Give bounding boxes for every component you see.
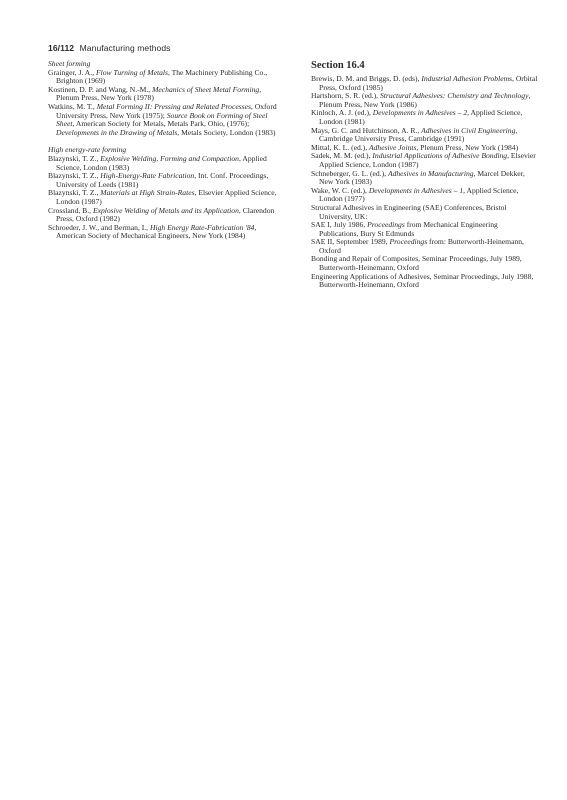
- reference-text: Blazynski, T. Z.,: [48, 153, 101, 163]
- reference-text: Hartshorn, S. R. (ed.),: [311, 91, 380, 101]
- reference-entry: [48, 224, 284, 241]
- reference-title: Structural Adhesives: Chemistry and Technology: [379, 91, 529, 101]
- reference-entry: [311, 221, 539, 238]
- reference-text: Mittal, K. L. (ed.),: [311, 142, 369, 152]
- reference-text: Schroeder, J. W., and Berman, I.,: [48, 222, 150, 232]
- reference-text: Brewis, D. M. and Briggs, D. (eds),: [311, 74, 422, 83]
- reference-text: , Applied Science, London (1977): [319, 185, 519, 204]
- reference-title: Adhesives in Manufacturing: [387, 168, 474, 178]
- reference-entry: [311, 187, 539, 204]
- reference-text: Wake, W. C. (ed.),: [311, 185, 369, 195]
- reference-title: Industrial Applications of Adhesive Bonding: [372, 151, 508, 161]
- group-title: Sheet forming: [48, 59, 91, 68]
- reference-title: Materials at High Strain-Rates: [100, 188, 195, 198]
- reference-entry: [48, 69, 284, 86]
- reference-title: Adhesives in Civil Engineering: [421, 125, 516, 135]
- reference-text: , Elsevier Applied Science, London (1987): [319, 151, 536, 169]
- reference-text: , American Society for Metals, Metals Park, Ohio, (1976);: [72, 119, 250, 129]
- reference-title: Flow Turning of Metals: [96, 67, 168, 77]
- group-title: High energy-rate forming: [48, 145, 127, 155]
- reference-title: Industrial Adhesion Problems: [421, 74, 513, 83]
- running-title: Manufacturing methods: [79, 43, 171, 53]
- reference-text: Structural Adhesives in Engineering (SAE) Conferences, Bristol University, UK:: [311, 202, 507, 221]
- reference-text: , Plenum Press, New York (1978): [56, 84, 262, 103]
- reference-text: from Mechanical Engineering Publications, Bury St Edmunds: [319, 220, 498, 238]
- reference-title: High-Energy-Rate Fabrication: [100, 171, 195, 181]
- reference-entry: [48, 172, 284, 189]
- reference-text: Blazynski, T. Z.,: [48, 171, 101, 181]
- reference-text: Sadek, M. M. (ed.),: [311, 151, 373, 161]
- reference-text: Watkins, M. T.,: [48, 101, 97, 111]
- reference-title: Proceedings: [367, 220, 405, 230]
- reference-text: Mays, G. C. and Hutchinson, A. R.,: [311, 125, 422, 135]
- reference-title: Explosive Welding, Forming and Compaction: [100, 153, 239, 163]
- reference-text: Kinloch, A. J. (ed.),: [311, 108, 373, 118]
- reference-text: , Applied Science, London (1983): [56, 153, 267, 172]
- reference-text: Engineering Applications of Adhesives, Seminar Proceedings, July 1988, Butterworth-Heinemann, Oxford: [311, 271, 534, 290]
- reference-text: , Applied Science, London (1981): [319, 108, 523, 126]
- group-high-energy-rate-forming: [48, 146, 284, 241]
- reference-entry: [311, 109, 539, 126]
- reference-title: Source Book on Forming of Steel Sheet: [56, 110, 268, 129]
- reference-text: from: Butterworth-Heinemann, Oxford: [319, 237, 524, 255]
- reference-text: SAE II, September 1989,: [311, 237, 390, 247]
- reference-entry: [311, 204, 539, 221]
- reference-title: Developments in the Drawing of Metals: [56, 127, 178, 137]
- reference-title: Explosive Welding of Metals and its Application: [92, 205, 239, 215]
- right-column: [311, 60, 539, 290]
- reference-entry: [311, 255, 539, 272]
- reference-text: Grainger, J. A.,: [48, 67, 96, 77]
- reference-entry: [48, 86, 284, 103]
- page-number: 16/112: [48, 43, 75, 53]
- reference-entry: [311, 273, 539, 290]
- reference-entry: [48, 189, 284, 206]
- reference-title: Metal Forming II: Pressing and Related Processes: [96, 101, 251, 111]
- reference-text: , Cambridge University Press, Cambridge (1991): [319, 125, 518, 144]
- left-column: [48, 60, 284, 241]
- reference-title: Developments in Adhesives – 2: [372, 108, 468, 118]
- reference-title: Mechanics of Sheet Metal Forming: [152, 84, 260, 94]
- reference-title: High Energy Rate-Fabrication '84: [149, 222, 255, 232]
- reference-text: Kostinen, D. P. and Wang, N.-M.,: [48, 84, 153, 94]
- reference-text: , American Society of Mechanical Engineers, New York (1984): [56, 222, 257, 241]
- reference-text: , Metals Society, London (1983): [177, 127, 276, 137]
- reference-text: , Int. Conf. Proceedings, University of Leeds (1981): [56, 171, 269, 189]
- reference-text: , Marcel Dekker, New York (1983): [319, 168, 525, 187]
- reference-text: Blazynski, T. Z.,: [48, 188, 101, 198]
- reference-title: Adhesive Joints: [369, 142, 417, 152]
- reference-entry: [311, 92, 539, 109]
- reference-entry: [311, 127, 539, 144]
- running-header: [48, 43, 171, 53]
- reference-title: Proceedings: [389, 237, 428, 247]
- reference-entry: [48, 103, 284, 137]
- section-title: Section 16.4: [311, 60, 365, 71]
- reference-text: , Plenum Press, New York (1984): [416, 142, 519, 152]
- reference-text: , Orbital Press, Oxford (1985): [319, 74, 538, 92]
- reference-entry: [311, 238, 539, 255]
- reference-text: , Oxford University Press, New York (1975);: [56, 101, 277, 120]
- reference-entry: [311, 152, 539, 169]
- reference-text: Schneberger, G. L. (ed.),: [311, 168, 388, 178]
- reference-text: , Elsevier Applied Science, London (1987): [56, 188, 277, 206]
- group-sheet-forming: [48, 60, 284, 137]
- reference-entry: [311, 75, 539, 92]
- reference-text: , The Machinery Publishing Co., Brighton (1969): [56, 67, 268, 86]
- reference-text: , Plenum Press, New York (1986): [319, 91, 531, 109]
- reference-text: , Clarendon Press, Oxford (1982): [56, 205, 275, 224]
- reference-entry: [48, 207, 284, 224]
- reference-text: SAE I, July 1986,: [311, 220, 368, 230]
- reference-entry: [48, 155, 284, 172]
- reference-text: Crossland, B.,: [48, 205, 93, 215]
- reference-text: Bonding and Repair of Composites, Seminar Proceedings, July 1989, Butterworth-Heinemann, Oxford: [311, 254, 522, 273]
- reference-entry: [311, 170, 539, 187]
- reference-title: Developments in Adhesives – 1: [368, 185, 464, 195]
